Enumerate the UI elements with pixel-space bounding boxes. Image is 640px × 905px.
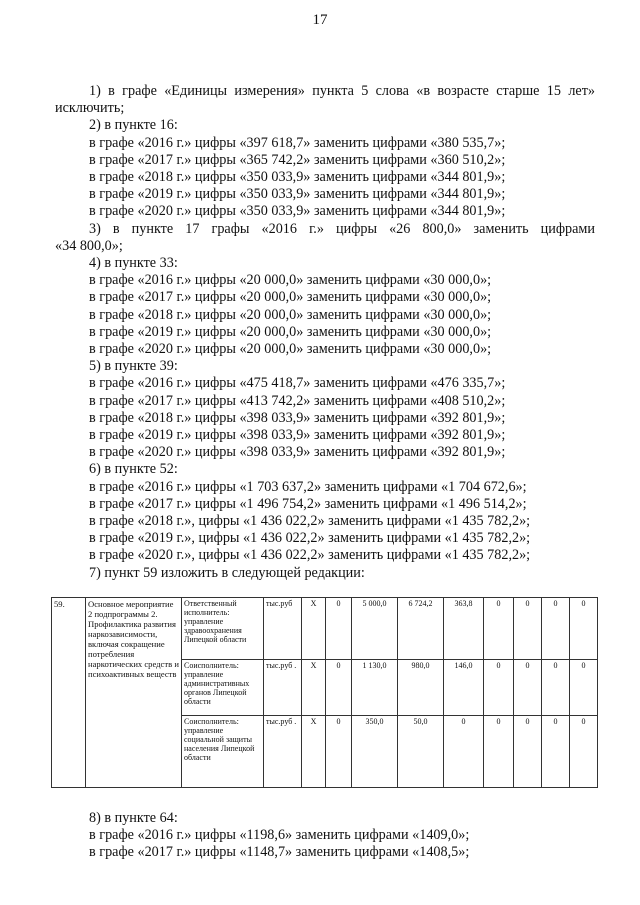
value-cell: 0 [514, 660, 542, 716]
value-cell: 0 [542, 660, 570, 716]
text-line: 4) в пункте 33: [89, 255, 178, 272]
value-cell: 0 [326, 598, 352, 660]
value-cell: 0 [542, 598, 570, 660]
text-line: в графе «2020 г.» цифры «20 000,0» заменить цифрами «30 000,0»; [89, 341, 492, 358]
text-line: в графе «2019 г.», цифры «1 436 022,2» заменить цифрами «1 435 782,2»; [89, 530, 531, 547]
value-cell: 0 [326, 660, 352, 716]
page-number: 17 [312, 12, 328, 28]
value-cell: 0 [570, 716, 598, 788]
text-line: 6) в пункте 52: [89, 461, 178, 478]
text-line: 2) в пункте 16: [89, 117, 178, 134]
text-line: в графе «2019 г.» цифры «350 033,9» заменить цифрами «344 801,9»; [89, 186, 506, 203]
text-line: в графе «2016 г.» цифры «20 000,0» заменить цифрами «30 000,0»; [89, 272, 492, 289]
text-line: 8) в пункте 64: [89, 810, 178, 826]
mark-cell: Х [302, 598, 326, 660]
value-cell: 363,8 [444, 598, 484, 660]
unit-cell: тыс.руб [264, 598, 302, 660]
value-cell: 0 [484, 598, 514, 660]
text-line: в графе «2020 г.» цифры «350 033,9» заменить цифрами «344 801,9»; [89, 203, 506, 220]
unit-cell: тыс.руб . [264, 716, 302, 788]
value-cell: 1 130,0 [352, 660, 398, 716]
value-cell: 0 [514, 598, 542, 660]
text-line: в графе «2018 г.», цифры «1 436 022,2» заменить цифрами «1 435 782,2»; [89, 513, 531, 530]
text-line: 1) в графе «Единицы измерения» пункта 5 слова «в возрасте старше 15 лет» [89, 83, 595, 99]
text-line: в графе «2017 г.» цифры «20 000,0» заменить цифрами «30 000,0»; [89, 289, 492, 306]
item-59-table-wrap [51, 597, 598, 788]
item-59-table [51, 597, 598, 788]
measure-name-cell: Основное мероприятие 2 подпрограммы 2. Профилактика развития наркозависимости, включая сокращение потребления наркотических средств и психоактивных веществ [86, 598, 182, 788]
text-line: в графе «2020 г.» цифры «398 033,9» заменить цифрами «392 801,9»; [89, 444, 506, 461]
text-line: в графе «2019 г.» цифры «398 033,9» заменить цифрами «392 801,9»; [89, 427, 506, 444]
text-line: 7) пункт 59 изложить в следующей редакции: [89, 564, 365, 581]
mark-cell: Х [302, 716, 326, 788]
text-line: в графе «2017 г.» цифры «1148,7» заменить цифрами «1408,5»; [89, 844, 470, 861]
text-line: в графе «2017 г.» цифры «365 742,2» заменить цифрами «360 510,2»; [89, 151, 506, 168]
value-cell: 0 [570, 660, 598, 716]
text-line: в графе «2018 г.» цифры «350 033,9» заменить цифрами «344 801,9»; [89, 169, 506, 186]
value-cell: 6 724,2 [398, 598, 444, 660]
text-line: в графе «2020 г.», цифры «1 436 022,2» заменить цифрами «1 435 782,2»; [89, 547, 531, 564]
mark-cell: Х [302, 660, 326, 716]
executor-cell: Соисполнитель: управление административных органов Липецкой области [182, 660, 264, 716]
text-line: в графе «2018 г.» цифры «398 033,9» заменить цифрами «392 801,9»; [89, 409, 506, 426]
text-line: в графе «2018 г.» цифры «20 000,0» заменить цифрами «30 000,0»; [89, 306, 492, 323]
text-line: в графе «2016 г.» цифры «1 703 637,2» заменить цифрами «1 704 672,6»; [89, 478, 527, 495]
text-line: в графе «2017 г.» цифры «1 496 754,2» заменить цифрами «1 496 514,2»; [89, 495, 527, 512]
executor-cell: Ответственный исполнитель: управление здравоохранения Липецкой области [182, 598, 264, 660]
value-cell: 0 [484, 660, 514, 716]
value-cell: 0 [484, 716, 514, 788]
value-cell: 350,0 [352, 716, 398, 788]
table-row [52, 598, 598, 660]
text-line: 3) в пункте 17 графы «2016 г.» цифры «26 800,0» заменить цифрами [89, 220, 595, 237]
value-cell: 5 000,0 [352, 598, 398, 660]
unit-cell: тыс.руб . [264, 660, 302, 716]
text-line: исключить; [55, 100, 125, 117]
value-cell: 146,0 [444, 660, 484, 716]
text-line: в графе «2016 г.» цифры «1198,6» заменить цифрами «1409,0»; [89, 827, 470, 844]
executor-cell: Соисполнитель: управление социальной защиты населения Липецкой области [182, 716, 264, 788]
amendments-text-continued [55, 810, 595, 862]
text-line: в графе «2016 г.» цифры «475 418,7» заменить цифрами «476 335,7»; [89, 375, 506, 392]
text-line: в графе «2019 г.» цифры «20 000,0» заменить цифрами «30 000,0»; [89, 323, 492, 340]
value-cell: 0 [570, 598, 598, 660]
item-number-cell: 59. [52, 598, 86, 788]
text-line: в графе «2016 г.» цифры «397 618,7» заменить цифрами «380 535,7»; [89, 134, 506, 151]
value-cell: 980,0 [398, 660, 444, 716]
text-line: 5) в пункте 39: [89, 358, 178, 375]
value-cell: 0 [326, 716, 352, 788]
text-line: в графе «2017 г.» цифры «413 742,2» заменить цифрами «408 510,2»; [89, 392, 506, 409]
amendments-text [55, 83, 595, 582]
text-line: «34 800,0»; [55, 237, 123, 254]
value-cell: 0 [542, 716, 570, 788]
value-cell: 0 [444, 716, 484, 788]
value-cell: 0 [514, 716, 542, 788]
value-cell: 50,0 [398, 716, 444, 788]
